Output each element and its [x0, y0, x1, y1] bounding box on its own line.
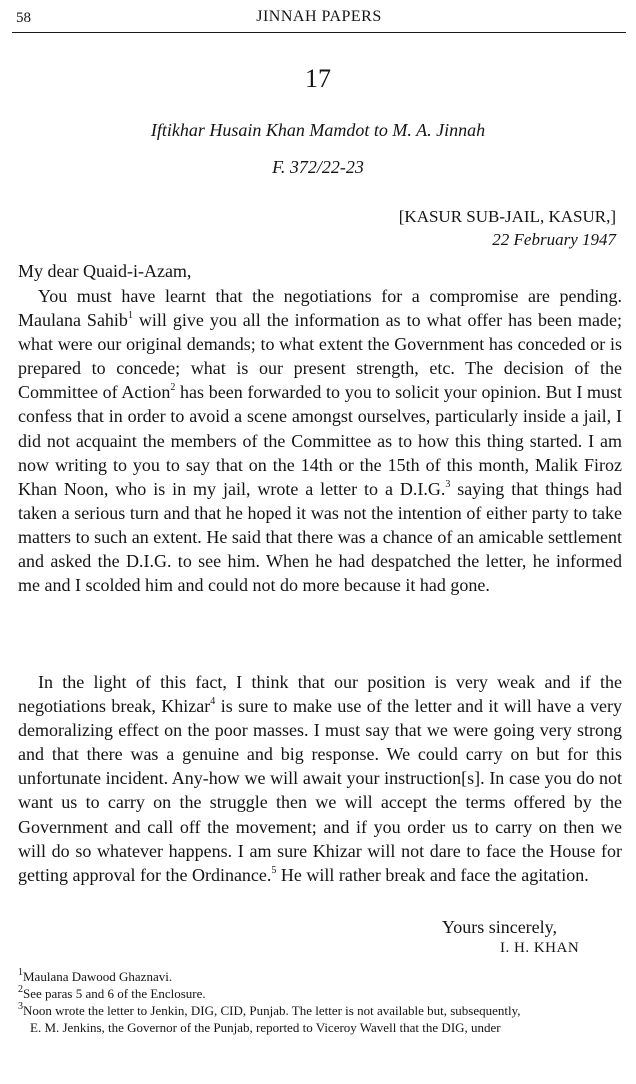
p1-text-d: saying that things had taken a serious turn and that he hoped it was not the intention of either party to take matters to such an extent. He said that there was a chance of an amicable settlement and asked the D.I.G. to see him. When he had despatched the letter, he informed me and I scolded him and could not do more because it had gone.	[18, 478, 623, 596]
header-rule	[12, 32, 626, 33]
p2-text-b: is sure to make use of the letter and it will have a very demoralizing effect on the poor masses. I must say that we were going very strong and that there was a genuine and big response. We could carry on but for this unfortunate incident. Any-how we will await your instruction[s]. In case you do not want us to carry on the struggle then we will accept the terms offered by the Government and call off the movement; and if you order us to carry on then we will do so whatever happens. I am sure Khizar will not dare to face the House for getting approval for the Ordinance.	[18, 696, 623, 885]
footnote-2	[18, 985, 624, 1002]
page-number: 58	[16, 10, 31, 26]
footnote-ref-5: 5	[271, 864, 277, 876]
document-number: 17	[305, 64, 331, 93]
document-reference: F. 372/22-23	[272, 157, 364, 177]
p1-text-a: You must have learnt that the negotiations for a compromise are pending. Maulana Sahib	[18, 286, 622, 331]
footnote-ref-4: 4	[210, 696, 216, 708]
footnote-text: See paras 5 and 6 of the Enclosure.	[23, 986, 206, 1001]
p2-text-c: He will rather break and face the agitation.	[276, 864, 589, 885]
letter-place: [KASUR SUB-JAIL, KASUR,]	[398, 207, 616, 226]
footnote-ref-1: 1	[127, 310, 133, 322]
document-title: Iftikhar Husain Khan Mamdot to M. A. Jinnah	[150, 120, 486, 140]
letter-paragraph-1	[18, 284, 622, 597]
closing: Yours sincerely,	[442, 917, 557, 937]
page-header	[14, 6, 624, 28]
footnote-3	[18, 1002, 624, 1036]
p1-text-b: will give you all the information as to what offer has been made; what were our original demands; to what extent the Government has conceded or is prepared to concede; what is our present strength, etc. The decision of the Committee of Action	[18, 310, 622, 403]
letter-paragraph-2	[18, 670, 622, 887]
signature: I. H. KHAN	[500, 940, 580, 956]
p2-text-a: In the light of this fact, I think that our position is very weak and if the negotiations break, Khizar	[18, 672, 622, 717]
p1-text-c: has been forwarded to you to solicit your opinion. But I must confess that in order to avoid a scene amongst ourselves, particularly inside a jail, I did not acquaint the members of the Committee as to how this thing started. I am now writing to you to say that on the 14th or the 15th of this month, Malik Firoz Khan Noon, who is in my jail, wrote a letter to a D.I.G.	[18, 382, 623, 499]
salutation: My dear Quaid-i-Azam,	[18, 261, 192, 281]
footnote-text-continued: E. M. Jenkins, the Governor of the Punjab, reported to Viceroy Wavell that the DIG, under	[30, 1020, 501, 1035]
footnote-text: Noon wrote the letter to Jenkin, DIG, CID, Punjab. The letter is not available but, subsequently,	[23, 1003, 521, 1018]
footnote-ref-3: 3	[445, 478, 451, 490]
footnote-ref-2: 2	[170, 382, 176, 394]
footnote-mark: 1	[18, 966, 23, 978]
running-title: JINNAH PAPERS	[256, 8, 382, 25]
footnote-mark: 3	[18, 1000, 23, 1012]
letter-date: 22 February 1947	[492, 230, 616, 249]
footnote-1	[18, 968, 624, 985]
footnote-text: Maulana Dawood Ghaznavi.	[23, 969, 173, 984]
footnote-mark: 2	[18, 983, 23, 995]
